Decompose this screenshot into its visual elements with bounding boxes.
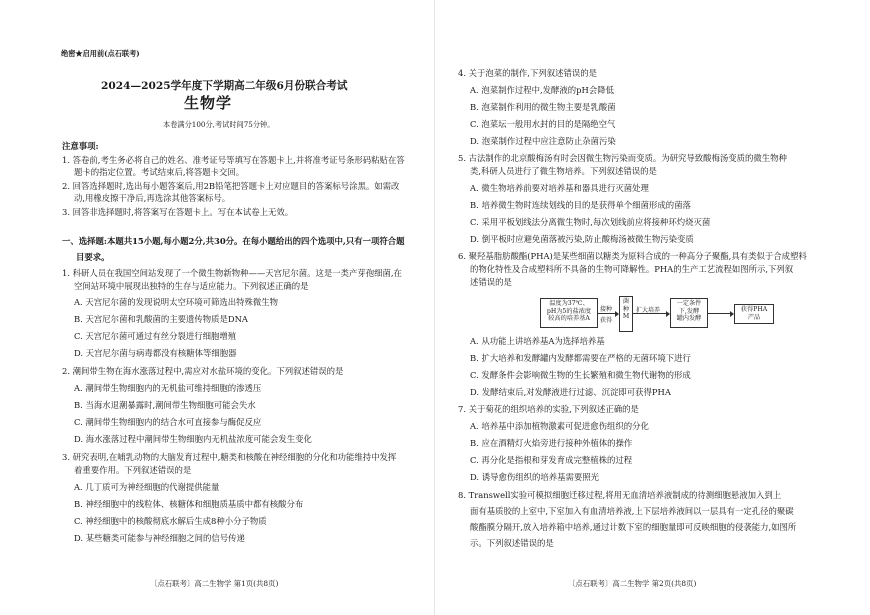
question-6-option-c: C. 发酵条件会影响微生物的生长繁殖和微生物代谢物的形成 [470,370,691,380]
question-7-option-b: B. 应在酒精灯火焰旁进行接种外植体的操作 [470,438,633,448]
question-7-stem: 7. 关于菊花的组织培养的实验,下列叙述正确的是 [458,404,639,414]
notice-line: 动,用橡皮擦干净后,再选涂其他答案标号。 [74,193,231,203]
question-8-stem: 示。下列叙述错误的是 [470,538,554,548]
diagram-arrow-label: 获得 [600,317,613,324]
question-1-option-d: D. 天宫尼尔菌与病毒都没有核糖体等细胞器 [74,348,237,358]
diagram-arrow [598,313,618,314]
question-2-option-b: B. 当海水退潮暴露时,潮间带生物细胞可能会失水 [74,400,256,410]
notice-line: 题卡的指定位置。考试结束后,将答题卡交回。 [74,167,245,177]
question-4-stem: 4. 关于泡菜的制作,下列叙述错误的是 [458,68,597,78]
question-4-option-c: C. 泡菜坛一般用水封的目的是隔绝空气 [470,119,616,129]
subject-title: 生物学 [184,94,233,112]
section-heading: 一、选择题:本题共15小题,每小题2分,共30分。在每小题给出的四个选项中,只有一项符合题 [62,236,405,246]
diagram-box-product: 获得PHA 产品 [734,304,774,324]
notice-title: 注意事项: [62,141,99,151]
question-7-option-d: D. 诱导愈伤组织的培养基需要照光 [470,472,599,482]
question-5-option-c: C. 采用平板划线法分离微生物时,每次划线前应将接种环灼烧灭菌 [470,217,711,227]
diagram-arrow [708,313,733,314]
question-6-option-a: A. 从功能上讲培养基A为选择培养基 [470,336,605,346]
pha-process-diagram [540,296,840,336]
question-8-stem: 酸酯膜分隔开,放入培养箱中培养,通过计数下室的细胞量即可反映细胞的侵袭能力,如图所 [470,522,797,532]
section-heading-cont: 目要求。 [76,252,110,262]
question-1-option-c: C. 天宫尼尔菌可通过有丝分裂进行细胞增殖 [74,331,237,341]
question-3-stem: 着重要作用。下列叙述错误的是 [74,465,192,475]
question-3-option-a: A. 几丁质可为神经细胞的代谢提供能量 [74,482,220,492]
question-2-option-a: A. 潮间带生物细胞内的无机盐可维持细胞的渗透压 [74,383,262,393]
question-6-option-d: D. 发酵结束后,对发酵液进行过滤、沉淀即可获得PHA [470,387,671,397]
page-footer: 〔点石联考〕高二生物学 第1页(共8页) [150,579,279,588]
question-4-option-d: D. 泡菜制作过程中应注意防止杂菌污染 [470,136,616,146]
diagram-box-medium-a: 温度为37℃、 pH为5的盐浓度 较高的培养基A [540,298,598,328]
question-3-option-c: C. 神经细胞中的核酸彻底水解后生成8种小分子物质 [74,516,267,526]
diagram-box-strain: 菌 种 M [619,296,633,332]
question-6-option-b: B. 扩大培养和发酵罐内发酵都需要在严格的无菌环境下进行 [470,353,691,363]
question-5-option-b: B. 培养微生物时连续划线的目的是获得单个细菌形成的菌落 [470,200,691,210]
question-5-stem: 5. 古法制作的北京酸梅汤有时会因微生物污染而变质。为研究导致酸梅汤变质的微生物种 [458,153,787,163]
question-5-option-a: A. 微生物培养前要对培养基和器具进行灭菌处理 [470,183,649,193]
question-3-option-d: D. 某些糖类可能参与神经细胞之间的信号传递 [74,533,245,543]
question-6-stem: 的物化特性及合成塑料所不具备的生物可降解性。PHA的生产工艺流程如图所示,下列叙 [470,264,794,274]
question-2-option-c: C. 潮间带生物细胞内的结合水可直接参与酶促反应 [74,417,262,427]
page-footer: 〔点石联考〕高二生物学 第2页(共8页) [568,579,697,588]
question-7-option-c: C. 再分化是指根和芽发育成完整植株的过程 [470,455,633,465]
question-1-option-b: B. 天宫尼尔菌和乳酸菌的主要遗传物质是DNA [74,314,248,324]
question-3-option-b: B. 神经细胞中的线粒体、核糖体和细胞质基质中都有核酸分布 [74,499,304,509]
diagram-box-fermentation: 一定条件 下,发酵 罐内发酵 [670,298,708,328]
diagram-arrow-label: 扩大培养 [636,307,661,314]
question-4-option-b: B. 泡菜制作利用的微生物主要是乳酸菌 [470,102,616,112]
notice-line: 1. 答卷前,考生务必将自己的姓名、准考证号等填写在答题卡上,并将准考证号条形码粘贴在答 [62,155,405,165]
confidential-header: 绝密★启用前(点石联考) [61,49,140,58]
question-4-option-a: A. 泡菜制作过程中,发酵液的pH会降低 [470,85,614,95]
question-2-option-d: D. 海水涨落过程中潮间带生物细胞内无机盐浓度可能会发生变化 [74,434,312,444]
question-1-option-a: A. 天宫尼尔菌的发现说明太空环境可筛选出特殊微生物 [74,297,278,307]
question-3-stem: 3. 研究表明,在哺乳动物的大脑发育过程中,糖类和核酸在神经细胞的分化和功能维持中发挥 [62,452,397,462]
score-note: 本卷满分100分,考试时间75分钟。 [163,120,275,129]
question-8-stem: 8. Transwell实验可模拟细胞迁移过程,将用无血清培养液制成的待测细胞悬液加入到上 [458,490,782,500]
question-1-stem: 1. 科研人员在我国空间站发现了一个微生物新物种——天宫尼尔菌。这是一类产芽孢细菌,在 [62,268,402,278]
question-7-option-a: A. 培养基中添加植物激素可促进愈伤组织的分化 [470,421,649,431]
exam-title: 2024—2025学年度下学期高二年级6月份联合考试 [101,80,348,92]
question-5-stem: 类,科研人员进行了微生物培养。下列叙述错误的是 [470,166,657,176]
question-5-option-d: D. 倒平板时应避免菌落被污染,防止酸梅汤被微生物污染变质 [470,234,694,244]
diagram-arrow-label: 接种 [600,306,613,313]
notice-line: 2. 回答选择题时,选出每小题答案后,用2B铅笔把答题卡上对应题目的答案标号涂黑。如需改 [62,181,400,191]
question-2-stem: 2. 潮间带生物在海水涨落过程中,需应对水盐环境的变化。下列叙述错误的是 [62,366,344,376]
question-6-stem: 6. 聚羟基脂肪酸酯(PHA)是某些细菌以糖类为原料合成的一种高分子聚酯,具有类似于合成塑料 [458,251,807,261]
question-6-stem: 述错误的是 [470,277,512,287]
question-1-stem: 空间站环境中展现出独特的生存与适应能力。下列叙述正确的是 [74,281,309,291]
question-8-stem: 面有基质胶的上室中,下室加入有血清培养液,上下层培养液间以一层具有一定孔径的聚碳 [470,506,794,516]
notice-line: 3. 回答非选择题时,将答案写在答题卡上。写在本试卷上无效。 [62,207,294,217]
